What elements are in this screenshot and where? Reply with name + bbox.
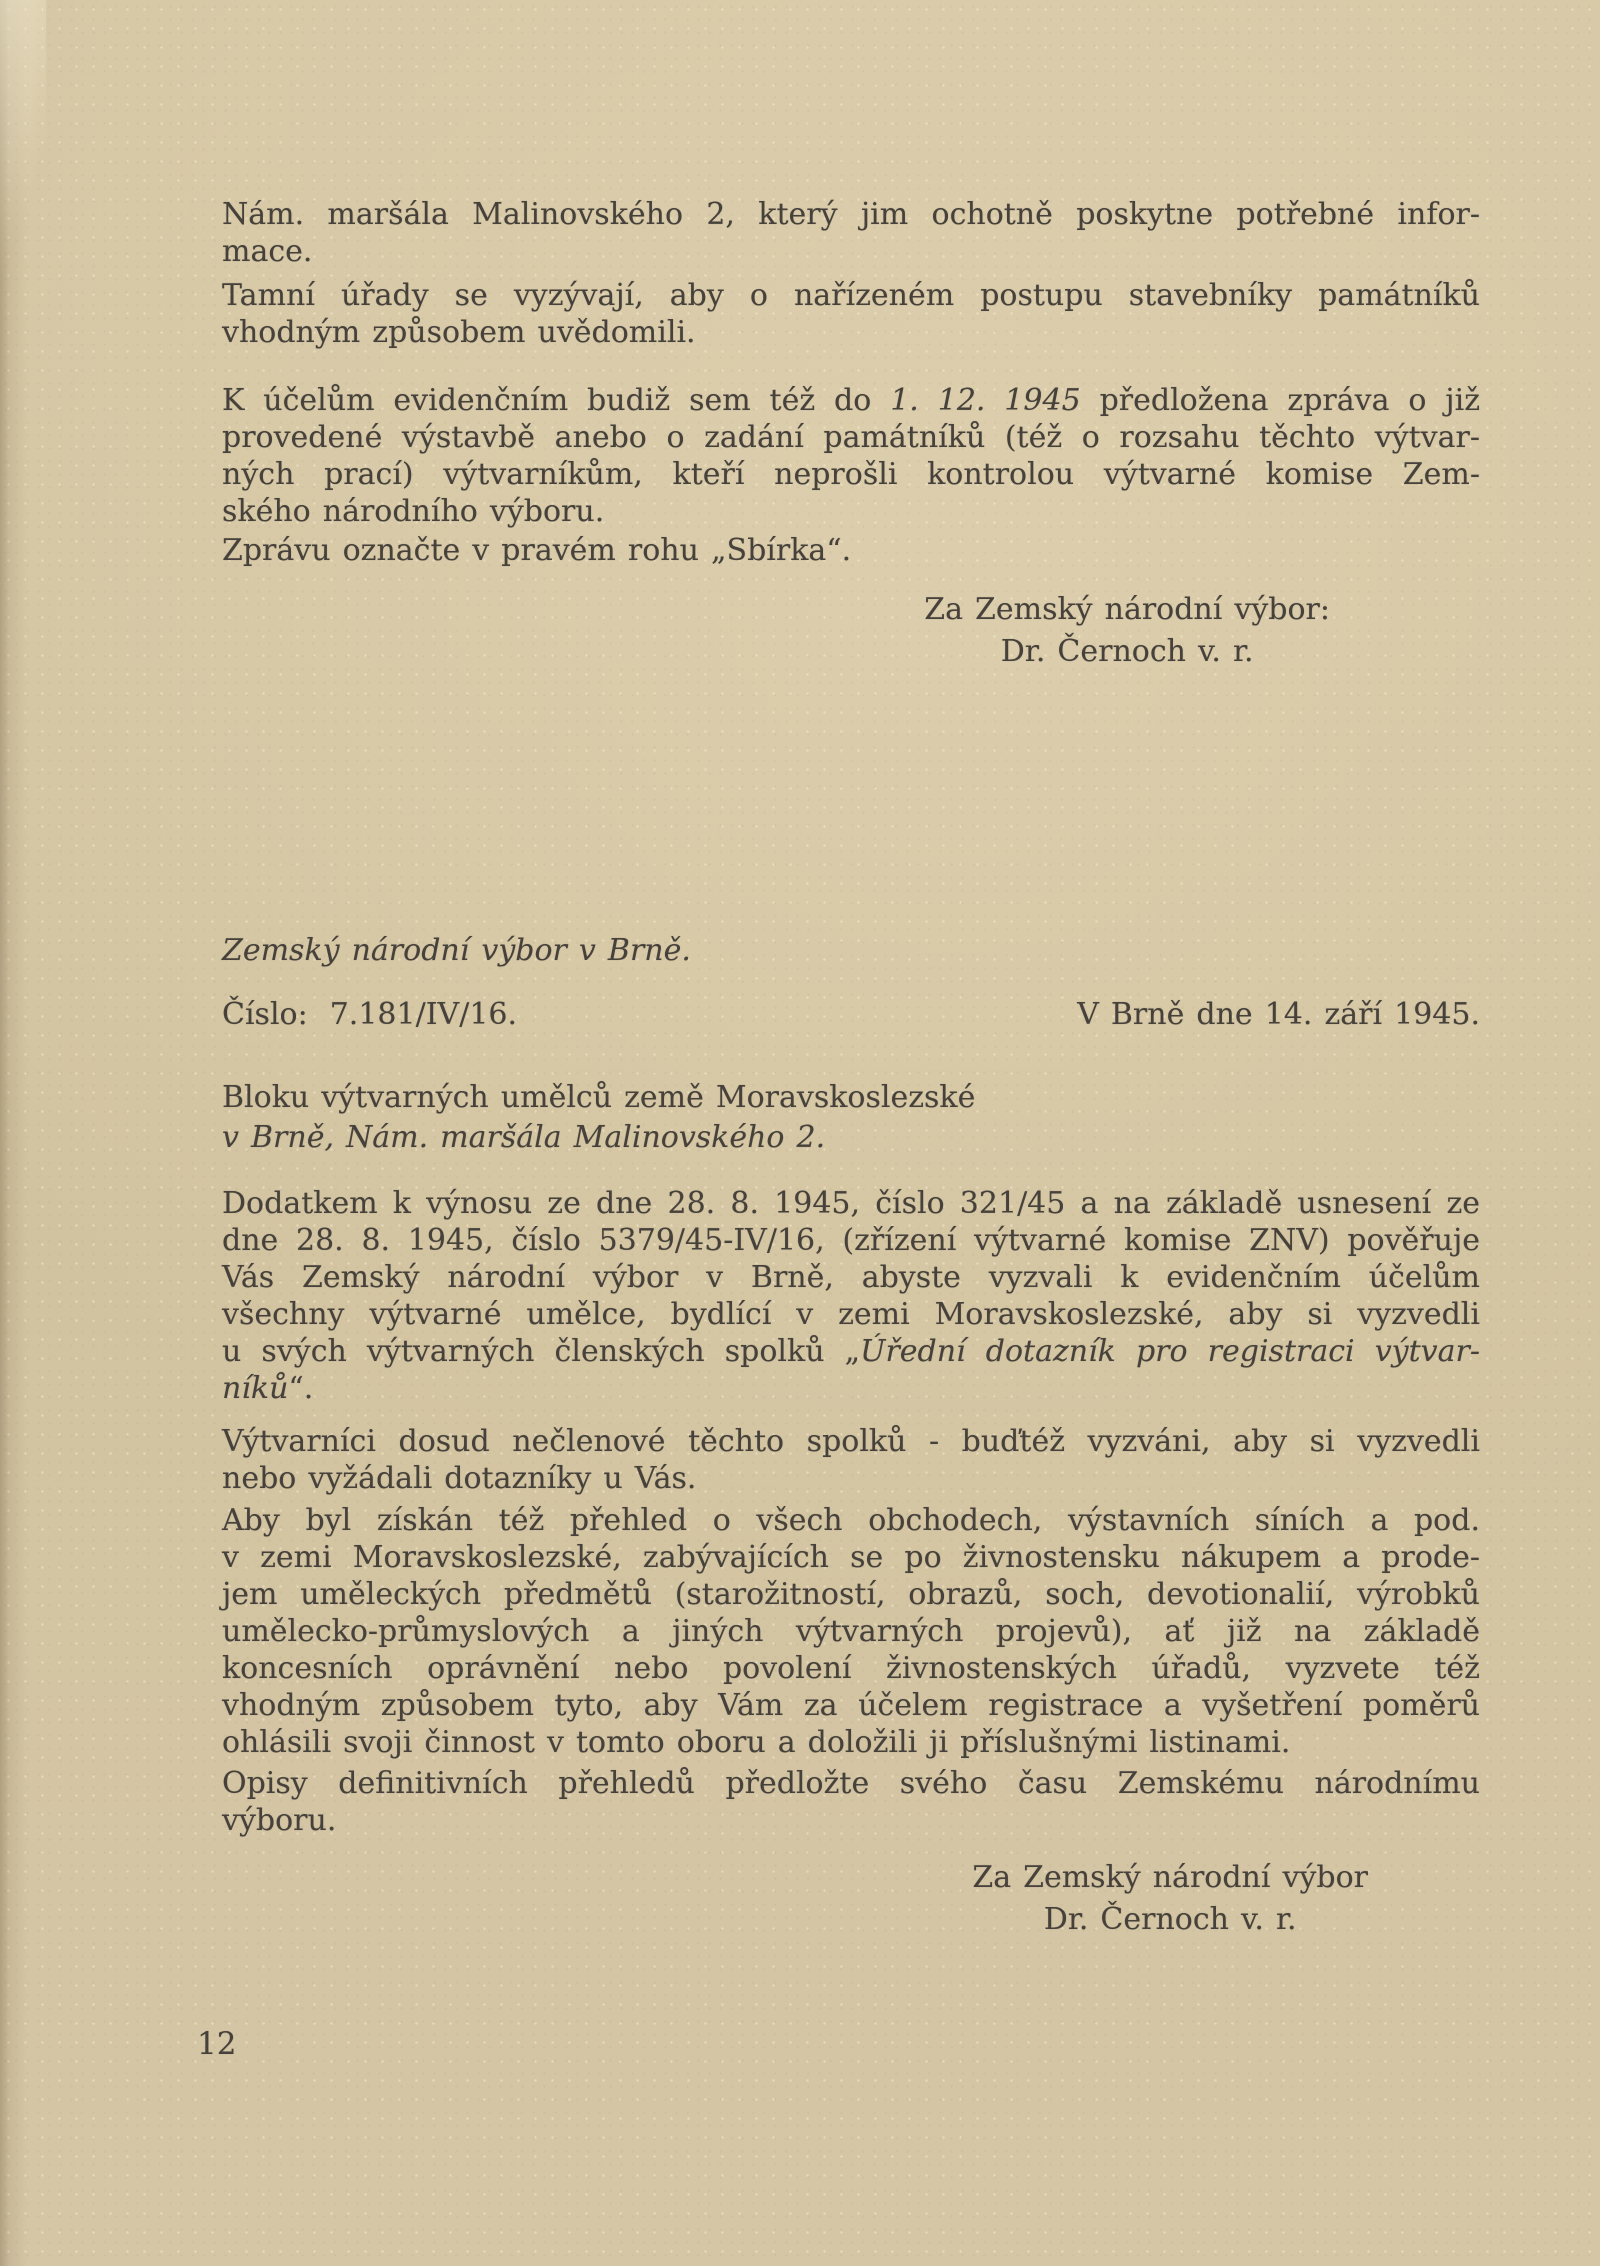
text-segment: u svých výtvarných členských spolků „ — [222, 1334, 861, 1369]
paragraph-info-address — [222, 196, 1480, 270]
paragraph-evidence-report — [222, 382, 1480, 530]
signature-organization: Za Zemský národní výbor: — [924, 592, 1330, 627]
addressee-address: v Brně, Nám. maršála Malinovského 2. — [222, 1120, 826, 1155]
reference-value: 7.181/IV/16. — [329, 997, 518, 1032]
text-line: výboru. — [222, 1803, 337, 1838]
reference-number — [222, 996, 517, 1033]
text-line: koncesních oprávnění nebo povolení živnostenských úřadů, vyzvete též — [222, 1651, 1480, 1686]
paragraph-nonmembers — [222, 1423, 1480, 1497]
italic-text-segment: Úřední dotazník pro registraci výtvar- — [860, 1334, 1480, 1369]
text-line: nebo vyžádali dotazníky u Vás. — [222, 1461, 697, 1496]
signature-block-second — [972, 1857, 1368, 1941]
place-date: V Brně dne 14. září 1945. — [1077, 997, 1480, 1032]
paragraph-final-reports — [222, 1765, 1480, 1839]
text-line: ského národního výboru. — [222, 494, 605, 529]
paragraph-supplement-decree — [222, 1185, 1480, 1407]
text-line: ných prací) výtvarníkům, kteří neprošli kontrolou výtvarné komise Zem- — [222, 457, 1480, 492]
text-line: Vás Zemský národní výbor v Brně, abyste vyzvali k evidenčním účelům — [222, 1260, 1480, 1295]
text-line: Opisy definitivních přehledů předložte svého času Zemskému národnímu — [222, 1766, 1480, 1801]
reference-row — [222, 996, 1480, 1033]
text-line: Výtvarníci dosud nečlenové těchto spolků - buďtéž vyzváni, aby si vyzvedli — [222, 1424, 1480, 1459]
text-line: ohlásili svoji činnost v tomto oboru a doložili ji příslušnými listinami. — [222, 1725, 1291, 1760]
page-left-edge-shadow — [0, 0, 28, 2266]
text-line: Nám. maršála Malinovského 2, který jim ochotně poskytne potřebné infor- — [222, 197, 1480, 232]
signature-organization: Za Zemský národní výbor — [972, 1860, 1368, 1895]
page-number: 12 — [197, 2026, 237, 2062]
text-line: v zemi Moravskoslezské, zabývajících se po živnostensku nákupem a prode- — [222, 1540, 1480, 1575]
text-line: Dodatkem k výnosu ze dne 28. 8. 1945, číslo 321/45 a na základě usnesení ze — [222, 1186, 1480, 1221]
addressee-name: Bloku výtvarných umělců země Moravskoslezské — [222, 1080, 976, 1115]
text-line: Zprávu označte v pravém rohu „Sbírka“. — [222, 533, 852, 568]
text-segment: předložena zpráva o již — [1080, 383, 1480, 418]
text-line: Aby byl získán též přehled o všech obchodech, výstavních síních a pod. — [222, 1503, 1480, 1538]
text-line: mace. — [222, 234, 313, 269]
text-line — [222, 1333, 1480, 1370]
page-corner-highlight — [0, 0, 46, 300]
italic-text-segment: níků — [222, 1371, 289, 1406]
text-line: vhodným způsobem uvědomili. — [222, 315, 696, 350]
text-line — [222, 1370, 1480, 1407]
signature-name: Dr. Černoch v. r. — [1043, 1902, 1297, 1937]
signature-block-first — [924, 589, 1330, 673]
text-line: dne 28. 8. 1945, číslo 5379/45-IV/16, (zřízení výtvarné komise ZNV) pověřuje — [222, 1223, 1480, 1258]
addressee-block — [222, 1078, 1480, 1158]
letterhead-sender: Zemský národní výbor v Brně. — [222, 933, 691, 968]
text-line: provedené výstavbě anebo o zadání památníků (též o rozsahu těchto výtvar- — [222, 420, 1480, 455]
reference-label: Číslo: — [222, 997, 308, 1032]
signature-name: Dr. Černoch v. r. — [1000, 634, 1254, 669]
text-line: Tamní úřady se vyzývají, aby o nařízeném postupu stavebníky památníků — [222, 278, 1480, 313]
text-line — [222, 382, 1480, 419]
text-segment: K účelům evidenčním budiž sem též do — [222, 383, 891, 418]
text-line: vhodným způsobem tyto, aby Vám za účelem registrace a vyšetření poměrů — [222, 1688, 1480, 1723]
text-line: jem uměleckých předmětů (starožitností, obrazů, soch, devotionalií, výrobků — [222, 1577, 1480, 1612]
italic-text-segment: 1. 12. 1945 — [890, 383, 1081, 418]
text-line: umělecko-průmyslových a jiných výtvarných projevů), ať již na základě — [222, 1614, 1480, 1649]
paragraph-shops-overview — [222, 1502, 1480, 1761]
text-segment: “. — [288, 1371, 314, 1406]
text-line: všechny výtvarné umělce, bydlící v zemi Moravskoslezské, aby si vyzvedli — [222, 1297, 1480, 1332]
document-content — [222, 0, 1480, 1941]
paragraph-local-authorities — [222, 277, 1480, 351]
paragraph-sbirka-note — [222, 532, 1480, 569]
